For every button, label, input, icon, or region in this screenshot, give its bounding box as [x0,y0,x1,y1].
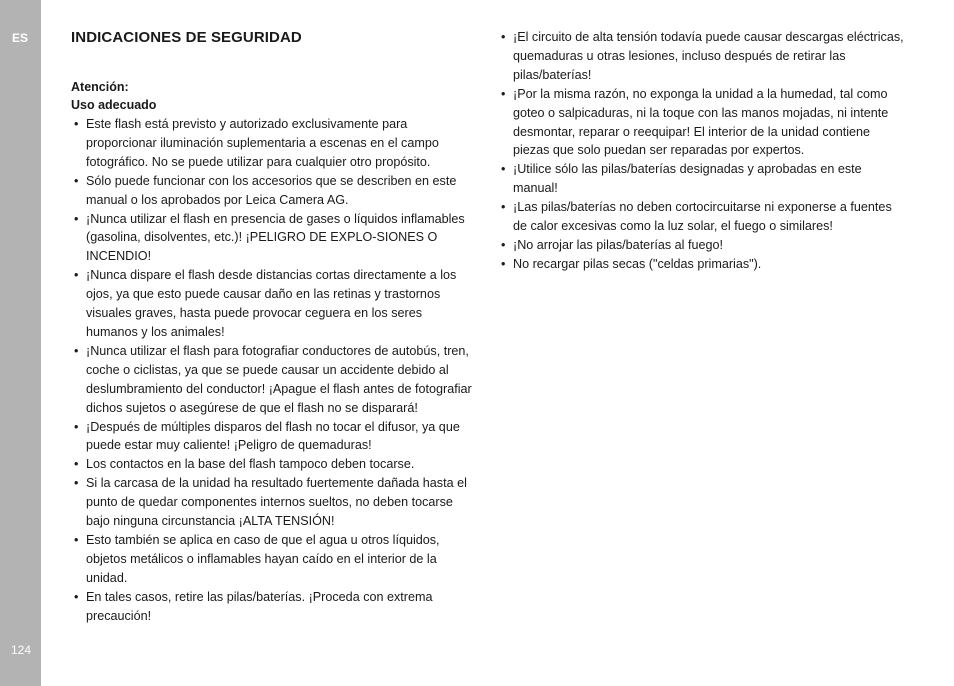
list-item: • ¡Nunca utilizar el flash en presencia de gases o líquidos inflamables (gasolina, disolventes, etc.)! ¡PELIGRO DE EXPLO-SIONES O INCENDIO! [71,210,476,267]
list-item: • ¡Por la misma razón, no exponga la unidad a la humedad, tal como goteo o salpicaduras, ni la toque con las manos mojadas, ni intente desmontar, reparar o reequipar! El interior de la unidad contiene piezas que solo puedan ser reparadas por expertos. [498,85,908,161]
list-item: • ¡No arrojar las pilas/baterías al fuego! [498,236,908,255]
list-item: • Los contactos en la base del flash tampoco deben tocarse. [71,455,476,474]
list-item: • Este flash está previsto y autorizado exclusivamente para proporcionar iluminación suplementaria a escenas en el campo fotográfico. No se puede utilizar para cualquier otro propósito. [71,115,476,172]
list-item: • ¡Las pilas/baterías no deben cortocircuitarse ni exponerse a fuentes de calor excesivas como la luz solar, el fuego o similares! [498,198,908,236]
left-bullet-list [71,115,476,625]
list-item: • ¡Nunca utilizar el flash para fotografiar conductores de autobús, tren, coche o ciclistas, ya que se puede causar un accidente debido al deslumbramiento del conductor! ¡Apague el flash antes de fotografiar dichos sujetos o asegúrese de que el flash no se disparará! [71,342,476,418]
list-item: • En tales casos, retire las pilas/baterías. ¡Proceda con extrema precaución! [71,588,476,626]
list-item: • ¡Utilice sólo las pilas/baterías designadas y aprobadas en este manual! [498,160,908,198]
list-item: • Si la carcasa de la unidad ha resultado fuertemente dañada hasta el punto de quedar componentes internos sueltos, no deben tocarse bajo ninguna circunstancia ¡ALTA TENSIÓN! [71,474,476,531]
attention-label: Atención: [71,80,129,94]
right-bullet-list [498,28,908,274]
list-item: • ¡El circuito de alta tensión todavía puede causar descargas eléctricas, quemaduras u otras lesiones, incluso después de retirar las pilas/baterías! [498,28,908,85]
sidebar [0,0,41,686]
page-title: INDICACIONES DE SEGURIDAD [71,29,302,46]
proper-use-label: Uso adecuado [71,98,157,112]
list-item: • No recargar pilas secas ("celdas primarias"). [498,255,908,274]
list-item: • ¡Después de múltiples disparos del flash no tocar el difusor, ya que puede estar muy caliente! ¡Peligro de quemaduras! [71,418,476,456]
page-number: 124 [11,643,32,657]
list-item: • ¡Nunca dispare el flash desde distancias cortas directamente a los ojos, ya que esto puede causar daño en las retinas y trastornos visuales graves, hasta puede provocar ceguera en los seres humanos y los animales! [71,266,476,342]
list-item: • Sólo puede funcionar con los accesorios que se describen en este manual o los aprobados por Leica Camera AG. [71,172,476,210]
language-tab: ES [12,31,29,45]
list-item: • Esto también se aplica en caso de que el agua u otros líquidos, objetos metálicos o inflamables hayan caído en el interior de la unidad. [71,531,476,588]
